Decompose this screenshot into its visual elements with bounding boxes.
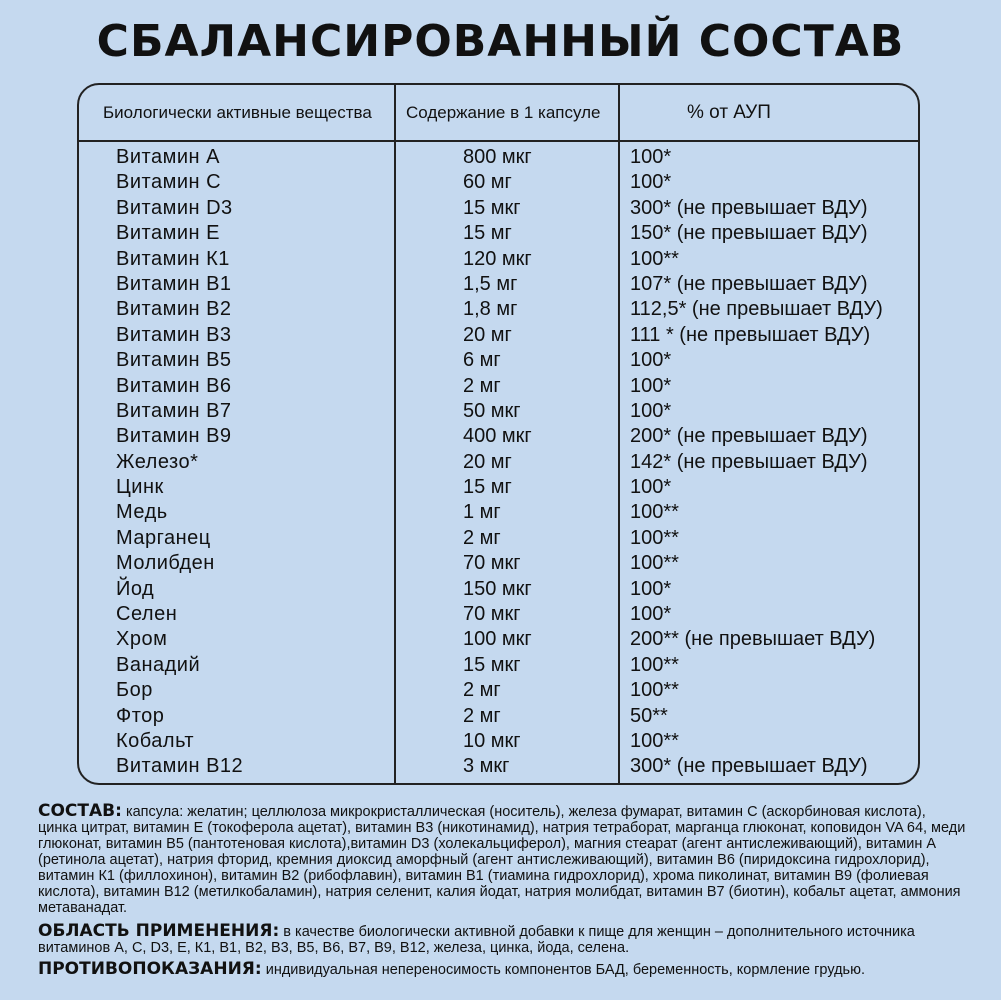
substance-name: Йод	[116, 577, 155, 600]
table-row	[79, 323, 918, 348]
table-row	[79, 247, 918, 272]
substance-name: Витамин В9	[116, 425, 232, 448]
contraindications-section	[38, 961, 968, 978]
substance-name: Витамин В2	[116, 298, 232, 321]
percent-value: 100**	[630, 653, 679, 676]
nutrient-table	[77, 83, 920, 785]
percent-value: 112,5* (не превышает ВДУ)	[630, 298, 883, 321]
content-amount: 1,5 мг	[463, 272, 518, 295]
content-amount: 2 мг	[463, 374, 501, 397]
table-row	[79, 678, 918, 703]
content-amount: 20 мг	[463, 450, 512, 473]
substance-name: Кобальт	[116, 729, 195, 752]
percent-value: 111 * (не превышает ВДУ)	[630, 323, 871, 346]
table-row	[79, 627, 918, 652]
percent-value: 300* (не превышает ВДУ)	[630, 196, 868, 219]
content-amount: 15 мкг	[463, 196, 521, 219]
content-amount: 70 мкг	[463, 552, 521, 575]
table-row	[79, 475, 918, 500]
table-row	[79, 297, 918, 322]
substance-name: Витамин А	[116, 146, 220, 168]
composition-text: капсула: желатин; целлюлоза микрокристаллическая (носитель), железа фумарат, витамин С (аскорбиновая кислота), цинка цитрат, витамин Е (токоферола ацетат), витамин В3 (никотинамид), натрия тетраборат, марганца глюконат, коповидон VA 64, меди глюконат, витамин В5 (пантотеновая кислота),витамин D3 (холекальциферол), магния стеарат (агент антислеживающий), витамин А (ретинола ацетат), натрия фторид, кремния диоксид аморфный (агент антислеживающий), витамин В6 (пиридоксина гидрохлорид), витамин К1 (филлохинон), витамин В2 (рибофлавин), витамин В1 (тиамина гидрохлорид), хрома пиколинат, витамин В9 (фолиевая кислота), витамин В12 (метилкобаламин), натрия селенит, калия йодат, натрия молибдат, витамин В7 (биотин), кобальт ацетат, аммония метаванадат.	[38, 804, 966, 916]
substance-name: Витамин В6	[116, 374, 232, 397]
content-amount: 100 мкг	[463, 628, 532, 651]
application-section	[38, 923, 968, 956]
percent-value: 100*	[630, 374, 672, 397]
substance-name: Витамин С	[116, 171, 222, 194]
substance-name: Витамин В3	[116, 323, 232, 346]
content-amount: 1 мг	[463, 501, 501, 524]
application-text: в качестве биологически активной добавки к пище для женщин – дополнительного источника витаминов А, С, D3, Е, К1, В1, В2, В3, В5, В6, В7, В9, В12, железа, цинка, йода, селена.	[38, 924, 915, 956]
content-amount: 60 мг	[463, 171, 512, 194]
percent-value: 100**	[630, 552, 679, 575]
header-substances: Биологически активные вещества	[103, 103, 372, 122]
composition-label: СОСТАВ:	[38, 801, 122, 821]
percent-value: 300* (не превышает ВДУ)	[630, 755, 868, 778]
percent-value: 100**	[630, 247, 679, 270]
contraindications-label: ПРОТИВОПОКАЗАНИЯ:	[38, 959, 262, 979]
substance-name: Витамин В5	[116, 349, 232, 372]
table-row	[79, 653, 918, 678]
percent-value: 107* (не превышает ВДУ)	[630, 272, 868, 295]
table-row	[79, 424, 918, 449]
substance-name: Витамин В1	[116, 272, 232, 295]
percent-value: 100**	[630, 729, 679, 752]
content-amount: 15 мг	[463, 222, 512, 245]
application-label: ОБЛАСТЬ ПРИМЕНЕНИЯ:	[38, 921, 280, 941]
content-amount: 2 мг	[463, 526, 501, 549]
substance-name: Селен	[116, 603, 178, 626]
header-percent: % от АУП	[687, 102, 771, 123]
substance-name: Витамин В7	[116, 399, 232, 422]
content-amount: 10 мкг	[463, 729, 521, 752]
percent-value: 100**	[630, 679, 679, 702]
percent-value: 100*	[630, 349, 672, 372]
table-row	[79, 348, 918, 373]
substance-name: Молибден	[116, 552, 215, 575]
substance-name: Витамин К1	[116, 247, 230, 270]
substance-name: Медь	[116, 501, 168, 524]
content-amount: 15 мг	[463, 476, 512, 499]
percent-value: 142* (не превышает ВДУ)	[630, 450, 868, 473]
table-row	[79, 450, 918, 475]
substance-name: Хром	[116, 628, 168, 651]
table-body	[79, 145, 918, 780]
percent-value: 100*	[630, 399, 672, 422]
substance-name: Железо*	[116, 450, 199, 473]
percent-value: 100*	[630, 603, 672, 626]
content-amount: 20 мг	[463, 323, 512, 346]
table-row	[79, 551, 918, 576]
percent-value: 100**	[630, 501, 679, 524]
table-row	[79, 374, 918, 399]
percent-value: 200* (не превышает ВДУ)	[630, 425, 868, 448]
table-row	[79, 526, 918, 551]
contraindications-text: индивидуальная непереносимость компонентов БАД, беременность, кормление грудью.	[261, 962, 866, 978]
substance-name: Витамин Е	[116, 222, 220, 245]
content-amount: 400 мкг	[463, 425, 532, 448]
percent-value: 100**	[630, 526, 679, 549]
content-amount: 1,8 мг	[463, 298, 518, 321]
header-content: Содержание в 1 капсуле	[406, 103, 601, 122]
table-row	[79, 704, 918, 729]
percent-value: 100*	[630, 577, 672, 600]
content-amount: 6 мг	[463, 349, 501, 372]
substance-name: Бор	[116, 679, 153, 702]
table-row	[79, 729, 918, 754]
composition-section	[38, 803, 968, 916]
percent-value: 100*	[630, 146, 672, 168]
table-row	[79, 577, 918, 602]
table-row	[79, 170, 918, 195]
substance-name: Витамин D3	[116, 196, 233, 219]
percent-value: 100*	[630, 476, 672, 499]
substance-name: Витамин В12	[116, 755, 244, 778]
content-amount: 800 мкг	[463, 146, 532, 168]
percent-value: 150* (не превышает ВДУ)	[630, 222, 868, 245]
page-title: СБАЛАНСИРОВАННЫЙ СОСТАВ	[96, 16, 905, 67]
substance-name: Фтор	[116, 704, 165, 727]
substance-name: Марганец	[116, 526, 211, 549]
content-amount: 15 мкг	[463, 653, 521, 676]
table-row	[79, 602, 918, 627]
table-row	[79, 500, 918, 525]
table-row	[79, 272, 918, 297]
substance-name: Ванадий	[116, 653, 201, 676]
substance-name: Цинк	[116, 476, 164, 499]
table-row	[79, 221, 918, 246]
content-amount: 50 мкг	[463, 399, 521, 422]
table-row	[79, 145, 918, 170]
content-amount: 3 мкг	[463, 755, 510, 778]
percent-value: 100*	[630, 171, 672, 194]
content-amount: 70 мкг	[463, 603, 521, 626]
content-amount: 2 мг	[463, 679, 501, 702]
percent-value: 50**	[630, 704, 668, 727]
table-row	[79, 754, 918, 779]
table-row	[79, 196, 918, 221]
header-divider	[79, 140, 918, 142]
content-amount: 150 мкг	[463, 577, 532, 600]
percent-value: 200** (не превышает ВДУ)	[630, 628, 876, 651]
table-row	[79, 399, 918, 424]
content-amount: 120 мкг	[463, 247, 532, 270]
content-amount: 2 мг	[463, 704, 501, 727]
